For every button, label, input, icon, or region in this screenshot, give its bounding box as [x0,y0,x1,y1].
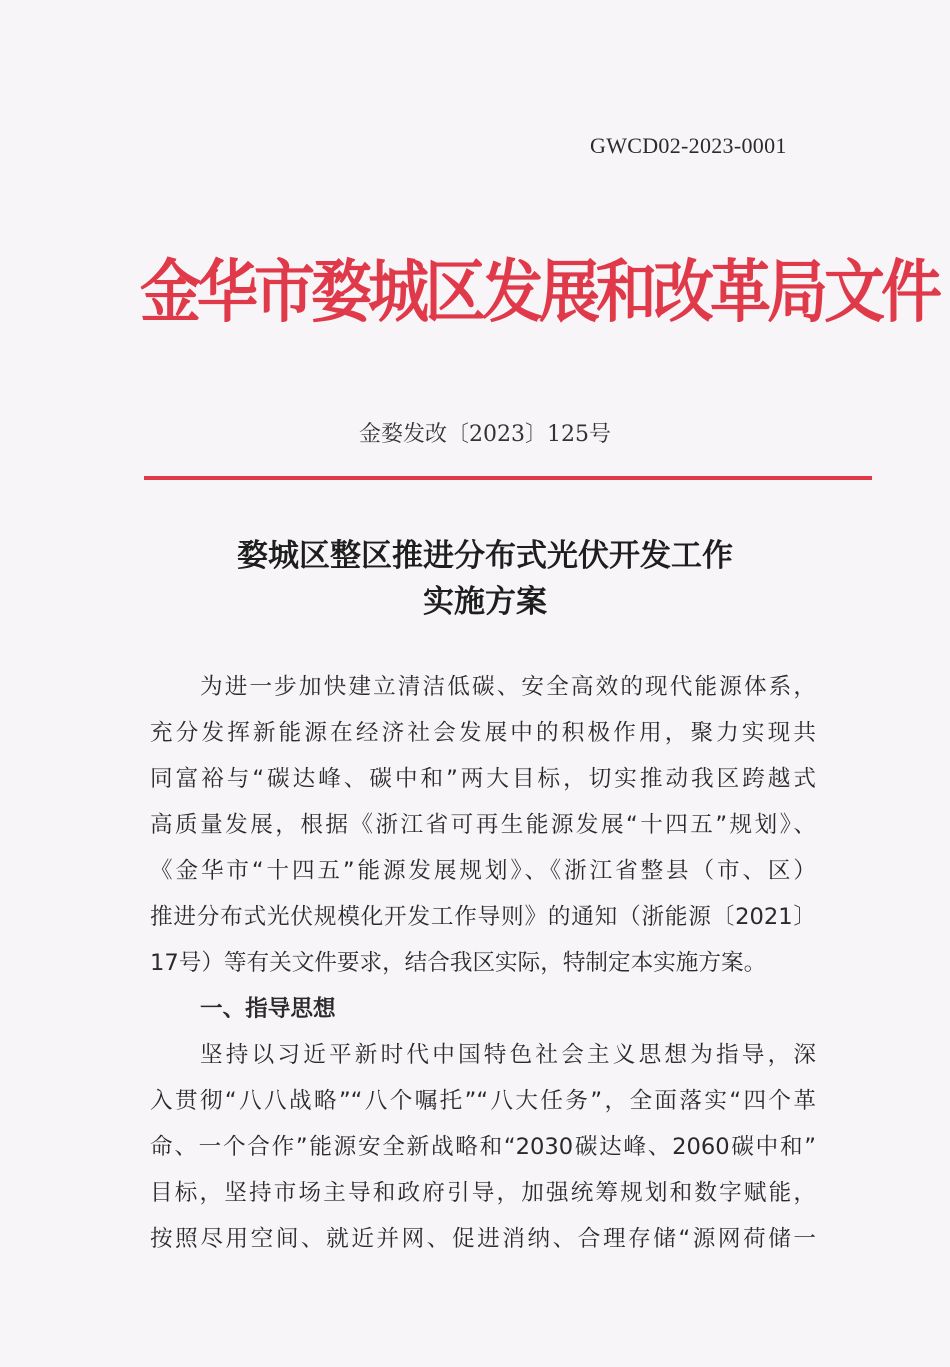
document-body [150,664,816,1262]
intro-line: 17号）等有关文件要求，结合我区实际，特制定本实施方案。 [150,950,767,976]
document-title [150,530,820,622]
issuing-authority-masthead: 金华市婺城区发展和改革局文件 [140,252,939,333]
red-divider-line [144,476,872,480]
issue-number: 金婺发改〔2023〕125号 [359,422,611,447]
intro-line: 为进一步加快建立清洁低碳、安全高效的现代能源体系， [200,674,816,700]
intro-line: 同富裕与“碳达峰、碳中和”两大目标，切实推动我区跨越式 [150,766,816,792]
section1-line: 目标，坚持市场主导和政府引导，加强统筹规划和数字赋能， [150,1180,816,1206]
title-line-1: 婺城区整区推进分布式光伏开发工作 [237,538,733,574]
section1-line: 命、一个合作”能源安全新战略和“2030碳达峰、2060碳中和” [150,1134,816,1160]
document-code: GWCD02-2023-0001 [590,133,787,158]
section1-line: 入贯彻“八八战略”“八个嘱托”“八大任务”，全面落实“四个革 [150,1088,816,1114]
section1-line: 按照尽用空间、就近并网、促进消纳、合理存储“源网荷储一 [150,1226,816,1252]
intro-line: 充分发挥新能源在经济社会发展中的积极作用，聚力实现共 [150,720,816,746]
title-line-2: 实施方案 [423,584,547,620]
intro-line: 高质量发展，根据《浙江省可再生能源发展“十四五”规划》、 [150,812,816,838]
section1-line: 坚持以习近平新时代中国特色社会主义思想为指导，深 [200,1042,816,1068]
intro-line: 《金华市“十四五”能源发展规划》、《浙江省整县（市、区） [150,858,816,884]
intro-line: 推进分布式光伏规模化开发工作导则》的通知（浙能源〔2021〕 [150,904,816,930]
section-heading-guiding-ideology: 一、指导思想 [200,996,336,1022]
